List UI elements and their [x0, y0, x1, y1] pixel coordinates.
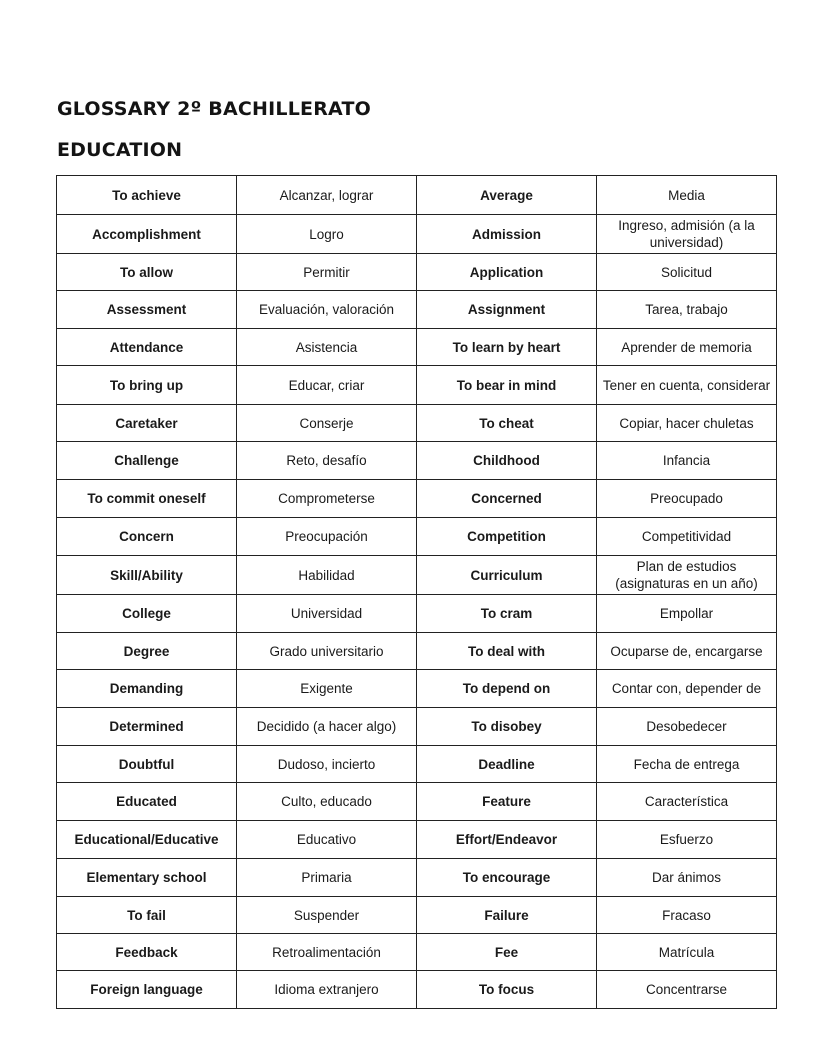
glossary-row [57, 783, 777, 821]
glossary-row [57, 595, 777, 633]
glossary-row [57, 897, 777, 934]
term-english: Feedback [57, 934, 237, 971]
glossary-row [57, 366, 777, 405]
term-spanish: Grado universitario [237, 633, 417, 670]
term-spanish: Evaluación, valoración [237, 291, 417, 329]
term-english: Accomplishment [57, 215, 237, 254]
term-spanish: Característica [597, 783, 777, 821]
term-english: To cram [417, 595, 597, 633]
term-english: Curriculum [417, 556, 597, 595]
glossary-row [57, 556, 777, 595]
glossary-row [57, 971, 777, 1009]
term-english: College [57, 595, 237, 633]
term-spanish: Matrícula [597, 934, 777, 971]
term-english: Failure [417, 897, 597, 934]
term-english: Demanding [57, 670, 237, 708]
glossary-row [57, 746, 777, 783]
term-english: To cheat [417, 405, 597, 442]
term-spanish: Preocupado [597, 480, 777, 518]
term-spanish: Exigente [237, 670, 417, 708]
term-spanish: Educativo [237, 821, 417, 859]
glossary-table [56, 175, 777, 1009]
term-spanish: Ocuparse de, encargarse [597, 633, 777, 670]
term-english: Assessment [57, 291, 237, 329]
term-english: Foreign language [57, 971, 237, 1009]
term-spanish: Alcanzar, lograr [237, 176, 417, 215]
term-spanish: Concentrarse [597, 971, 777, 1009]
glossary-table-body [57, 176, 777, 1009]
term-english: Degree [57, 633, 237, 670]
glossary-row [57, 442, 777, 480]
term-spanish: Media [597, 176, 777, 215]
term-english: To encourage [417, 859, 597, 897]
term-spanish: Decidido (a hacer algo) [237, 708, 417, 746]
term-spanish: Educar, criar [237, 366, 417, 405]
term-english: Doubtful [57, 746, 237, 783]
term-spanish: Dar ánimos [597, 859, 777, 897]
term-english: To bear in mind [417, 366, 597, 405]
document-title: GLOSSARY 2º BACHILLERATO [57, 98, 371, 120]
term-english: Elementary school [57, 859, 237, 897]
term-english: To disobey [417, 708, 597, 746]
term-spanish: Universidad [237, 595, 417, 633]
term-spanish: Habilidad [237, 556, 417, 595]
term-english: To bring up [57, 366, 237, 405]
term-spanish: Competitividad [597, 518, 777, 556]
term-spanish: Asistencia [237, 329, 417, 366]
glossary-row [57, 708, 777, 746]
term-spanish: Reto, desafío [237, 442, 417, 480]
term-spanish: Tarea, trabajo [597, 291, 777, 329]
glossary-row [57, 291, 777, 329]
term-spanish: Plan de estudios (asignaturas en un año) [597, 556, 777, 595]
term-english: To allow [57, 254, 237, 291]
term-english: Educational/Educative [57, 821, 237, 859]
term-english: Deadline [417, 746, 597, 783]
term-english: Skill/Ability [57, 556, 237, 595]
term-spanish: Dudoso, incierto [237, 746, 417, 783]
term-spanish: Infancia [597, 442, 777, 480]
term-spanish: Solicitud [597, 254, 777, 291]
section-heading: EDUCATION [57, 139, 183, 161]
glossary-row [57, 518, 777, 556]
term-spanish: Logro [237, 215, 417, 254]
term-spanish: Preocupación [237, 518, 417, 556]
term-spanish: Comprometerse [237, 480, 417, 518]
term-english: To learn by heart [417, 329, 597, 366]
term-spanish: Fracaso [597, 897, 777, 934]
term-spanish: Suspender [237, 897, 417, 934]
term-english: Determined [57, 708, 237, 746]
glossary-row [57, 215, 777, 254]
term-english: Challenge [57, 442, 237, 480]
term-english: Fee [417, 934, 597, 971]
term-spanish: Ingreso, admisión (a la universidad) [597, 215, 777, 254]
term-english: Admission [417, 215, 597, 254]
glossary-row [57, 480, 777, 518]
glossary-row [57, 670, 777, 708]
term-english: Attendance [57, 329, 237, 366]
term-spanish: Conserje [237, 405, 417, 442]
term-english: Assignment [417, 291, 597, 329]
glossary-row [57, 176, 777, 215]
glossary-row [57, 633, 777, 670]
term-spanish: Primaria [237, 859, 417, 897]
term-spanish: Retroalimentación [237, 934, 417, 971]
glossary-row [57, 821, 777, 859]
term-spanish: Idioma extranjero [237, 971, 417, 1009]
term-spanish: Copiar, hacer chuletas [597, 405, 777, 442]
term-spanish: Permitir [237, 254, 417, 291]
term-spanish: Fecha de entrega [597, 746, 777, 783]
term-english: Competition [417, 518, 597, 556]
term-english: To focus [417, 971, 597, 1009]
glossary-row [57, 859, 777, 897]
term-english: To depend on [417, 670, 597, 708]
term-english: Educated [57, 783, 237, 821]
term-english: Concerned [417, 480, 597, 518]
term-spanish: Desobedecer [597, 708, 777, 746]
term-english: To commit oneself [57, 480, 237, 518]
term-english: To achieve [57, 176, 237, 215]
term-english: Concern [57, 518, 237, 556]
term-english: To deal with [417, 633, 597, 670]
term-english: To fail [57, 897, 237, 934]
glossary-row [57, 329, 777, 366]
term-spanish: Empollar [597, 595, 777, 633]
glossary-row [57, 254, 777, 291]
term-english: Caretaker [57, 405, 237, 442]
term-spanish: Esfuerzo [597, 821, 777, 859]
term-english: Feature [417, 783, 597, 821]
term-spanish: Culto, educado [237, 783, 417, 821]
glossary-row [57, 934, 777, 971]
term-english: Average [417, 176, 597, 215]
glossary-row [57, 405, 777, 442]
term-english: Application [417, 254, 597, 291]
term-spanish: Contar con, depender de [597, 670, 777, 708]
term-spanish: Tener en cuenta, considerar [597, 366, 777, 405]
term-english: Childhood [417, 442, 597, 480]
term-spanish: Aprender de memoria [597, 329, 777, 366]
term-english: Effort/Endeavor [417, 821, 597, 859]
